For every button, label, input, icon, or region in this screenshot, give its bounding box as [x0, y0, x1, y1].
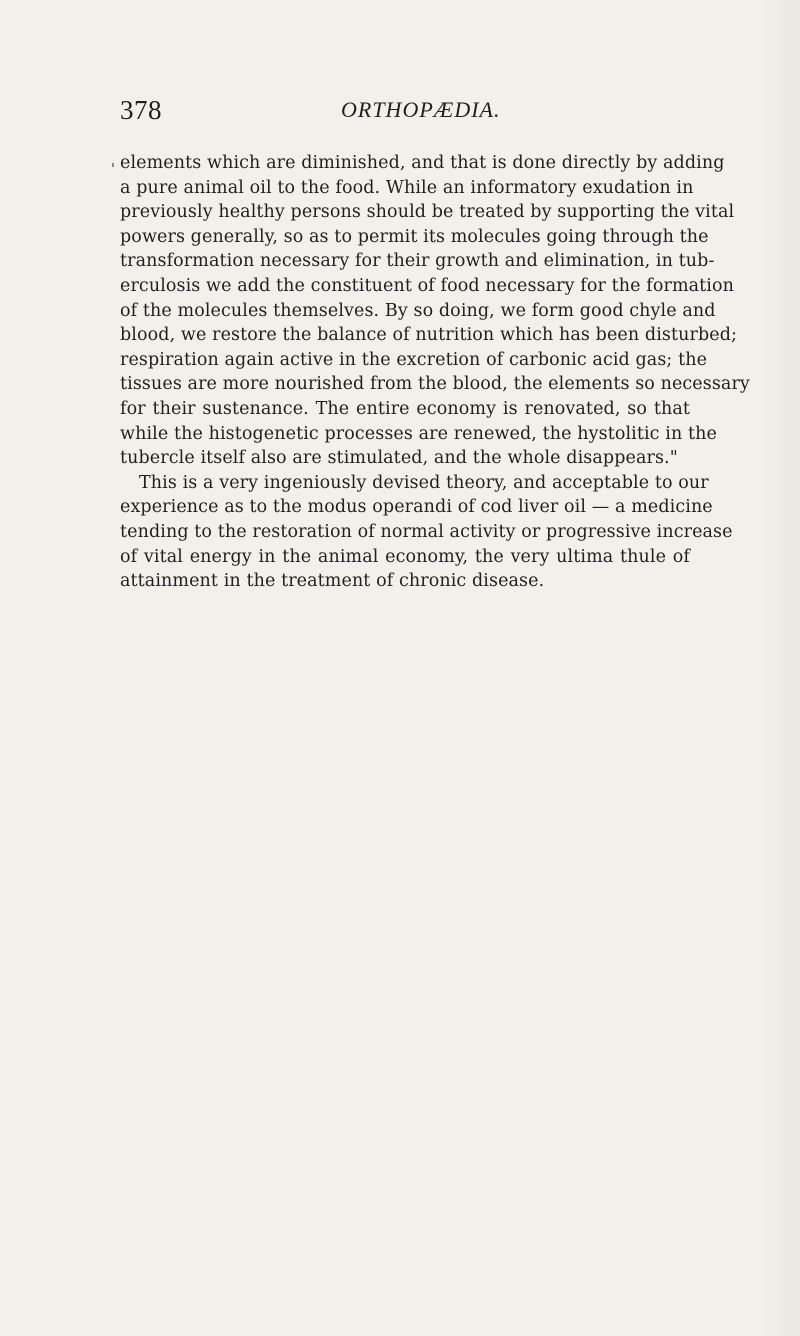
margin-mark	[112, 163, 114, 167]
running-head: ORTHOPÆDIA.	[341, 97, 501, 122]
text-line: erculosis we add the constituent of food necessary for the formation	[120, 275, 735, 296]
text-line: attainment in the treatment of chronic disease.	[120, 571, 545, 592]
text-line: experience as to the modus operandi of cod liver oil — a medicine	[120, 497, 713, 518]
text-line: blood, we restore the balance of nutrition which has been disturbed;	[120, 325, 738, 346]
text-line: tubercle itself also are stimulated, and the whole disappears."	[120, 448, 678, 469]
text-line: powers generally, so as to permit its molecules going through the	[120, 226, 709, 247]
text-line: while the histogenetic processes are renewed, the hystolitic in the	[120, 423, 717, 444]
body-text	[120, 151, 750, 594]
text-line: of vital energy in the animal economy, the very ultima thule of	[120, 546, 690, 567]
text-line: of the molecules themselves. By so doing, we form good chyle and	[120, 300, 716, 321]
text-line: tending to the restoration of normal activity or progressive increase	[120, 521, 733, 542]
text-line: tissues are more nourished from the blood, the elements so necessary	[120, 374, 750, 395]
page-header	[120, 90, 690, 130]
text-line: a pure animal oil to the food. While an informatory exudation in	[120, 177, 694, 198]
page-number: 378	[120, 95, 162, 125]
text-line: This is a very ingeniously devised theory, and acceptable to our	[139, 472, 709, 493]
text-line: transformation necessary for their growth and elimination, in tub-	[120, 251, 715, 272]
text-line: elements which are diminished, and that is done directly by adding	[120, 153, 725, 173]
text-line: respiration again active in the excretion of carbonic acid gas; the	[120, 349, 708, 370]
page-edge-shadow	[762, 0, 800, 1336]
text-line: for their sustenance. The entire economy is renovated, so that	[120, 398, 690, 419]
text-line: previously healthy persons should be treated by supporting the vital	[120, 202, 735, 223]
